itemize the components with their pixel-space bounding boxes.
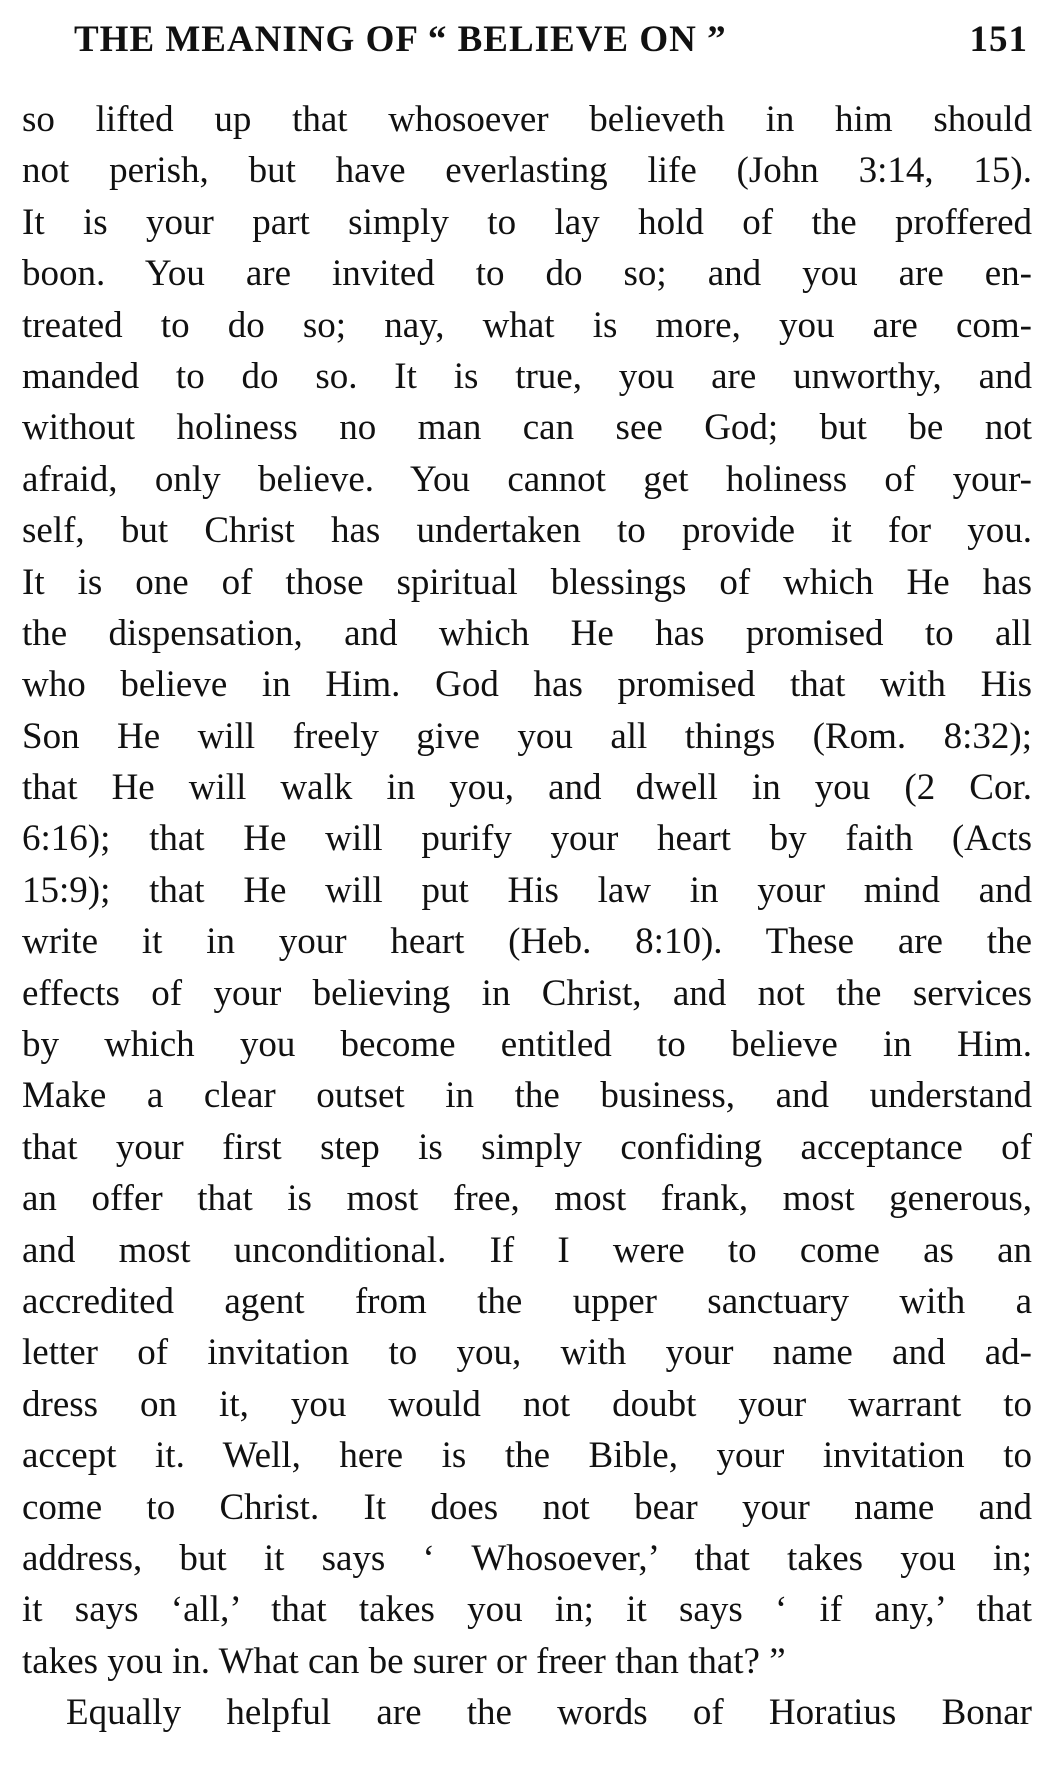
text-line: that your first step is simply confiding acceptance of <box>22 1126 1032 1168</box>
text-line: Make a clear outset in the business, and understand <box>22 1075 1032 1117</box>
text-line: It is one of those spiritual blessings of which He has <box>22 561 1032 603</box>
text-line: by which you become entitled to believe in Him. <box>22 1024 1032 1066</box>
text-line: write it in your heart (Heb. 8:10). These are the <box>22 921 1032 963</box>
running-head <box>22 18 1032 80</box>
text-line: it says ‘all,’ that takes you in; it says ‘ if any,’ that <box>22 1589 1032 1631</box>
text-line: boon. You are invited to do so; and you are en- <box>22 253 1032 295</box>
text-line: treated to do so; nay, what is more, you are com- <box>22 304 1032 346</box>
text-line: not perish, but have everlasting life (John 3:14, 15). <box>22 150 1032 192</box>
text-line: It is your part simply to lay hold of the proffered <box>22 201 1032 243</box>
text-line: Son He will freely give you all things (Rom. 8:32); <box>22 715 1032 757</box>
text-line: accredited agent from the upper sanctuary with a <box>22 1280 1032 1322</box>
text-line: effects of your believing in Christ, and not the services <box>22 972 1032 1014</box>
book-page <box>22 18 1032 1739</box>
text-line: afraid, only believe. You cannot get holiness of your- <box>22 458 1032 500</box>
text-line: an offer that is most free, most frank, most generous, <box>22 1178 1032 1220</box>
paragraph-start-line: Equally helpful are the words of Horatius Bonar <box>66 1692 1032 1734</box>
text-line: address, but it says ‘ Whosoever,’ that takes you in; <box>22 1537 1032 1579</box>
text-line: the dispensation, and which He has promised to all <box>22 612 1032 654</box>
body-text <box>22 94 1032 1739</box>
text-line: come to Christ. It does not bear your name and <box>22 1486 1032 1528</box>
text-line: letter of invitation to you, with your name and ad- <box>22 1332 1032 1374</box>
text-line: accept it. Well, here is the Bible, your invitation to <box>22 1435 1032 1477</box>
chapter-title: THE MEANING OF “ BELIEVE ON ” <box>74 19 727 60</box>
text-line: self, but Christ has undertaken to provide it for you. <box>22 510 1032 552</box>
text-line: 6:16); that He will purify your heart by faith (Acts <box>22 818 1032 860</box>
text-line: and most unconditional. If I were to come as an <box>22 1229 1032 1271</box>
text-line: without holiness no man can see God; but be not <box>22 407 1032 449</box>
text-line: dress on it, you would not doubt your warrant to <box>22 1383 1032 1425</box>
text-line: that He will walk in you, and dwell in you (2 Cor. <box>22 767 1032 809</box>
text-line: manded to do so. It is true, you are unworthy, and <box>22 355 1032 397</box>
text-line: 15:9); that He will put His law in your mind and <box>22 869 1032 911</box>
text-line: who believe in Him. God has promised that with His <box>22 664 1032 706</box>
text-line: so lifted up that whosoever believeth in him should <box>22 99 1032 140</box>
paragraph-end-line: takes you in. What can be surer or freer than that? ” <box>22 1640 786 1682</box>
page-number: 151 <box>969 19 1028 60</box>
